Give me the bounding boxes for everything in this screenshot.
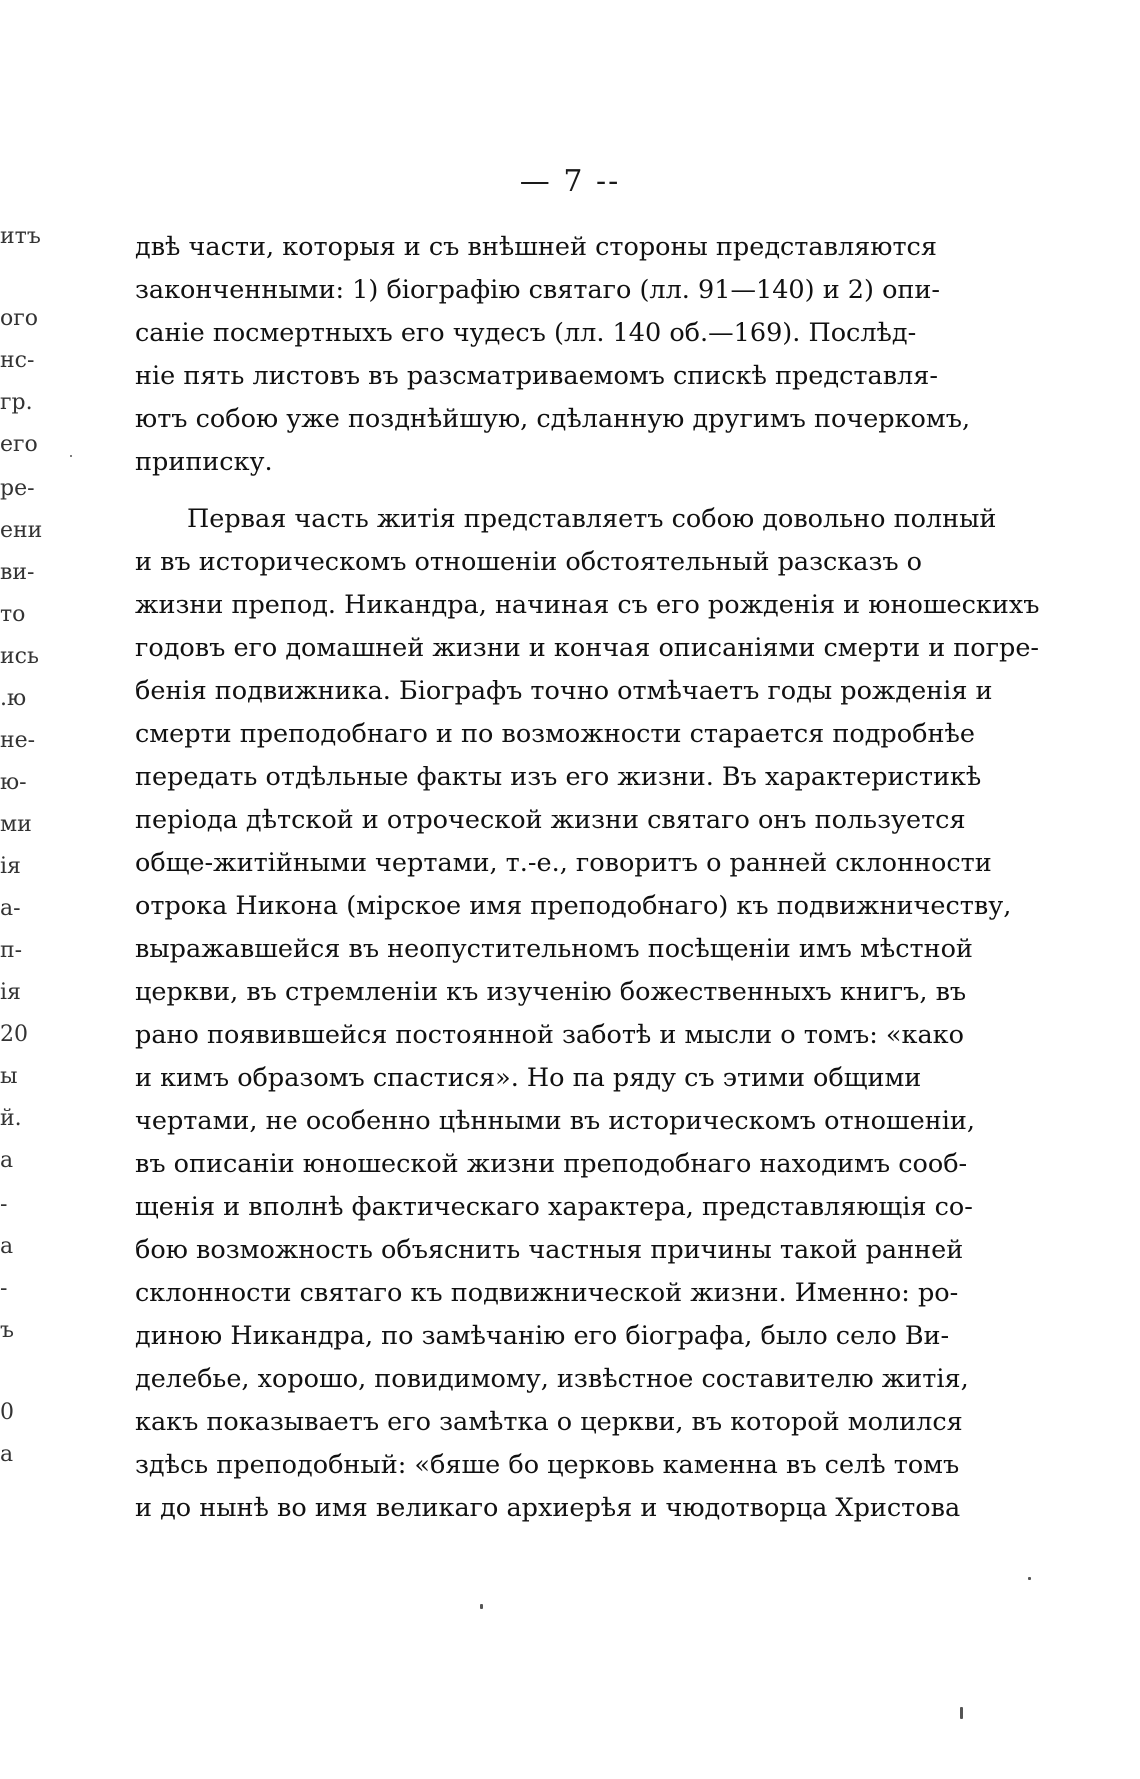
margin-fragment: а- [0, 896, 21, 921]
text-line: въ описаніи юношеской жизни преподобнаго находимъ сооб- [135, 1149, 968, 1179]
text-line: склонности святаго къ подвижнической жизни. Именно: ро- [135, 1278, 959, 1308]
text-line: делебье, хорошо, повидимому, извѣстное составителю житія, [135, 1364, 969, 1394]
scan-speck [1028, 1577, 1031, 1580]
text-line: диною Никандра, по замѣчанію его біографа, было село Ви- [135, 1321, 950, 1351]
margin-fragment: то [0, 602, 26, 627]
text-line: какъ показываетъ его замѣтка о церкви, въ которой молился [135, 1407, 963, 1437]
margin-fragment: ія [0, 854, 21, 879]
margin-fragment: - [0, 1192, 8, 1217]
text-line: законченными: 1) біографію святаго (лл. 91—140) и 2) опи- [135, 275, 941, 305]
scan-speck [960, 1707, 963, 1719]
margin-fragment: ись [0, 644, 39, 669]
text-line: церкви, въ стремленіи къ изученію божественныхъ книгъ, въ [135, 977, 967, 1007]
margin-fragment: - [0, 1276, 8, 1301]
margin-fragment: ми [0, 812, 32, 837]
text-line: рано появившейся постоянной заботѣ и мысли о томъ: «како [135, 1020, 964, 1050]
margin-fragment: а [0, 1442, 14, 1467]
text-line: жизни препод. Никандра, начиная съ его рожденія и юношескихъ [135, 590, 1040, 620]
margin-fragment: 0 [0, 1400, 14, 1425]
margin-fragment: ія [0, 980, 21, 1005]
margin-fragment: .ю [0, 686, 27, 711]
margin-fragment: й. [0, 1106, 22, 1131]
margin-fragment: ре- [0, 476, 35, 501]
margin-fragment: ъ [0, 1318, 14, 1343]
margin-fragment: а [0, 1148, 14, 1173]
paragraph-2 [135, 498, 1040, 1530]
margin-fragment: нс- [0, 348, 35, 373]
margin-fragment: ю- [0, 770, 27, 795]
text-line: передать отдѣльные факты изъ его жизни. Въ характеристикѣ [135, 762, 982, 792]
scan-speck [480, 1604, 483, 1609]
paragraph-1 [135, 226, 971, 484]
text-line: ніе пять листовъ въ разсматриваемомъ спискѣ представля- [135, 361, 938, 391]
margin-fragment: п- [0, 938, 23, 963]
text-line: и въ историческомъ отношеніи обстоятельный разсказъ о [135, 547, 923, 577]
text-line: чертами, не особенно цѣнными въ историческомъ отношеніи, [135, 1106, 975, 1136]
text-line: саніе посмертныхъ его чудесъ (лл. 140 об.—169). Послѣд- [135, 318, 917, 348]
margin-fragment: итъ [0, 224, 41, 249]
text-line: Первая часть житія представляетъ собою довольно полный [187, 504, 997, 534]
margin-fragment: ого [0, 306, 39, 331]
text-line: смерти преподобнаго и по возможности старается подробнѣе [135, 719, 975, 749]
body-text [135, 226, 1040, 1530]
paragraph-gap [135, 484, 909, 498]
margin-fragment: не- [0, 728, 36, 753]
text-line: и до нынѣ во имя великаго архиерѣя и чюдотворца Христова [135, 1493, 961, 1523]
text-line: обще-житійными чертами, т.-е., говоритъ о ранней склонности [135, 848, 992, 878]
margin-fragment: ви- [0, 560, 35, 585]
text-line: выражавшейся въ неопустительномъ посѣщеніи имъ мѣстной [135, 934, 973, 964]
text-line: приписку. [135, 447, 273, 477]
margin-fragment: гр. [0, 390, 33, 415]
text-line: здѣсь преподобный: «бяше бо церковь каменна въ селѣ томъ [135, 1450, 960, 1480]
text-line: бою возможность объяснить частныя причины такой ранней [135, 1235, 964, 1265]
text-line: и кимъ образомъ спастися». Но па ряду съ этими общими [135, 1063, 922, 1093]
text-line: періода дѣтской и отроческой жизни святаго онъ пользуется [135, 805, 966, 835]
margin-fragment: его [0, 432, 38, 457]
page-number: — 7 -- [519, 164, 621, 199]
margin-fragment: 20 [0, 1022, 28, 1047]
margin-fragment: ы [0, 1064, 18, 1089]
text-line: бенія подвижника. Біографъ точно отмѣчаетъ годы рожденія и [135, 676, 993, 706]
text-line: ютъ собою уже позднѣйшую, сдѣланную другимъ почеркомъ, [135, 404, 971, 434]
text-line: двѣ части, которыя и съ внѣшней стороны представляются [135, 232, 937, 262]
text-line: щенія и вполнѣ фактическаго характера, представляющія со- [135, 1192, 973, 1222]
text-line: годовъ его домашней жизни и кончая описаніями смерти и погре- [135, 633, 1040, 663]
text-line: отрока Никона (мірское имя преподобнаго) къ подвижничеству, [135, 891, 1012, 921]
scan-speck [70, 455, 72, 457]
margin-fragment: а [0, 1234, 14, 1259]
margin-fragment: ени [0, 518, 43, 543]
